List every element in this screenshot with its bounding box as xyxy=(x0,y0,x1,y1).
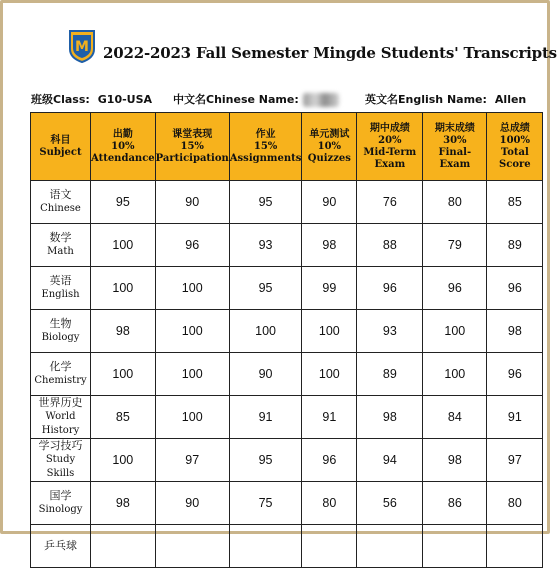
subject-cell xyxy=(31,482,91,525)
table-row xyxy=(31,181,543,224)
score-cell: 100 xyxy=(91,353,156,396)
subject-english: Biology xyxy=(41,332,80,343)
subject-chinese: 世界历史 xyxy=(38,396,83,409)
score-cell: 90 xyxy=(229,353,302,396)
school-logo xyxy=(67,29,97,63)
header-line: 30% xyxy=(443,134,467,146)
score-cell: 75 xyxy=(229,482,302,525)
score-cell: 99 xyxy=(302,267,357,310)
score-cell: 96 xyxy=(487,353,543,396)
subject-chinese: 数学 xyxy=(49,231,72,244)
score-cell: 90 xyxy=(302,181,357,224)
score-cell: 95 xyxy=(229,439,302,482)
chinese-name-redacted xyxy=(303,93,339,107)
score-cell: 80 xyxy=(487,482,543,525)
score-cell: 100 xyxy=(423,310,487,353)
table-row xyxy=(31,310,543,353)
score-cell: 95 xyxy=(91,181,156,224)
subject-cell xyxy=(31,353,91,396)
score-cell: 98 xyxy=(302,224,357,267)
header-line: 课堂表现 xyxy=(172,128,213,140)
score-cell: 98 xyxy=(423,439,487,482)
header-line: Score xyxy=(499,158,531,170)
table-row xyxy=(31,267,543,310)
score-cell: 96 xyxy=(155,224,229,267)
subject-chinese: 英语 xyxy=(49,274,72,287)
english-name-info xyxy=(365,91,526,107)
score-cell: 98 xyxy=(487,310,543,353)
score-cell xyxy=(229,525,302,568)
score-cell: 91 xyxy=(229,396,302,439)
class-info xyxy=(31,91,152,107)
english-name-value: Allen xyxy=(494,93,527,106)
score-cell: 100 xyxy=(155,267,229,310)
score-cell: 89 xyxy=(357,353,423,396)
score-cell: 86 xyxy=(423,482,487,525)
score-cell xyxy=(423,525,487,568)
subject-cell xyxy=(31,525,91,568)
subject-cell xyxy=(31,439,91,482)
header-line: 15% xyxy=(253,140,278,152)
score-cell: 98 xyxy=(91,482,156,525)
header-line: Assignments xyxy=(229,152,302,164)
table-row xyxy=(31,353,543,396)
score-cell: 89 xyxy=(487,224,543,267)
score-cell: 80 xyxy=(302,482,357,525)
subject-cell xyxy=(31,310,91,353)
score-cell: 90 xyxy=(155,181,229,224)
score-cell: 76 xyxy=(357,181,423,224)
subject-chinese: 乒乓球 xyxy=(44,539,77,552)
subject-chinese: 化学 xyxy=(49,360,72,373)
column-header-assignments xyxy=(229,113,302,181)
header-line: 出勤 xyxy=(112,128,133,140)
table-header-row xyxy=(31,113,543,181)
table-row xyxy=(31,482,543,525)
subject-cell xyxy=(31,396,91,439)
score-cell: 97 xyxy=(487,439,543,482)
subject-chinese: 国学 xyxy=(49,489,72,502)
score-cell: 100 xyxy=(155,310,229,353)
subject-cell xyxy=(31,224,91,267)
score-cell: 96 xyxy=(302,439,357,482)
chinese-name-label: 中文名Chinese Name: xyxy=(173,93,299,106)
score-cell: 100 xyxy=(155,353,229,396)
column-header-final xyxy=(423,113,487,181)
header-line: 20% xyxy=(378,134,402,146)
score-cell: 91 xyxy=(302,396,357,439)
subject-english: English xyxy=(41,289,80,300)
score-cell: 100 xyxy=(302,310,357,353)
score-cell: 97 xyxy=(155,439,229,482)
header-line: Mid-Term xyxy=(363,146,417,158)
score-cell: 93 xyxy=(357,310,423,353)
score-cell: 94 xyxy=(357,439,423,482)
score-cell: 100 xyxy=(423,353,487,396)
header-line: Participation xyxy=(155,152,229,164)
score-cell: 56 xyxy=(357,482,423,525)
header-line: 15% xyxy=(180,140,204,152)
svg-text:M: M xyxy=(75,39,89,55)
subject-cell xyxy=(31,181,91,224)
table-row xyxy=(31,224,543,267)
subject-chinese: 语文 xyxy=(49,188,72,201)
score-cell: 84 xyxy=(423,396,487,439)
column-header-subject xyxy=(31,113,91,181)
score-cell: 96 xyxy=(357,267,423,310)
score-cell: 80 xyxy=(423,181,487,224)
score-cell: 98 xyxy=(91,310,156,353)
chinese-name-info xyxy=(173,91,339,107)
header-line: Total xyxy=(500,146,529,158)
score-cell: 85 xyxy=(91,396,156,439)
header-line: 期中成绩 xyxy=(369,122,410,134)
subject-chinese: 学习技巧 xyxy=(38,439,83,452)
score-cell: 90 xyxy=(155,482,229,525)
header-line: 期末成绩 xyxy=(434,122,475,134)
score-cell: 88 xyxy=(357,224,423,267)
class-label: 班级Class: xyxy=(31,93,90,106)
transcript-table xyxy=(30,112,543,568)
english-name-label: 英文名English Name: xyxy=(365,93,487,106)
subject-english: Study Skills xyxy=(45,454,76,479)
score-cell: 100 xyxy=(91,439,156,482)
score-cell: 100 xyxy=(91,224,156,267)
header-line: 作业 xyxy=(255,128,276,140)
score-cell: 93 xyxy=(229,224,302,267)
column-header-participation xyxy=(155,113,229,181)
score-cell: 95 xyxy=(229,181,302,224)
score-cell: 100 xyxy=(155,396,229,439)
subject-english: World History xyxy=(41,411,80,436)
subject-english: Sinology xyxy=(38,504,83,515)
score-cell: 91 xyxy=(487,396,543,439)
subject-english: Math xyxy=(47,246,74,257)
header-line: 100% xyxy=(499,134,531,146)
score-cell xyxy=(91,525,156,568)
header-line: Subject xyxy=(39,146,82,158)
header-line: 10% xyxy=(111,140,135,152)
score-cell: 100 xyxy=(302,353,357,396)
score-cell xyxy=(487,525,543,568)
column-header-quizzes xyxy=(302,113,357,181)
score-cell: 85 xyxy=(487,181,543,224)
header-line: Exam xyxy=(374,158,406,170)
header-line: Attendance xyxy=(91,152,155,164)
subject-english: Chemistry xyxy=(34,375,87,386)
column-header-midterm xyxy=(357,113,423,181)
column-header-total xyxy=(487,113,543,181)
subject-cell xyxy=(31,267,91,310)
score-cell xyxy=(302,525,357,568)
table-row xyxy=(31,396,543,439)
score-cell: 79 xyxy=(423,224,487,267)
header-line: 单元测试 xyxy=(309,128,350,140)
score-cell: 100 xyxy=(91,267,156,310)
score-cell: 96 xyxy=(423,267,487,310)
header-line: 总成绩 xyxy=(499,122,530,134)
score-cell: 96 xyxy=(487,267,543,310)
score-cell xyxy=(357,525,423,568)
table-row xyxy=(31,525,543,568)
column-header-attendance xyxy=(91,113,156,181)
score-cell: 95 xyxy=(229,267,302,310)
header-line: 科目 xyxy=(50,134,71,146)
page-title: 2022-2023 Fall Semester Mingde Students' Transcripts xyxy=(103,44,557,62)
subject-english: Chinese xyxy=(40,203,81,214)
score-cell xyxy=(155,525,229,568)
subject-chinese: 生物 xyxy=(49,317,72,330)
header-line: 10% xyxy=(317,140,342,152)
score-cell: 100 xyxy=(229,310,302,353)
table-row xyxy=(31,439,543,482)
class-value: G10-USA xyxy=(97,93,153,106)
header-line: Quizzes xyxy=(307,152,351,164)
header-line: Final-Exam xyxy=(438,146,472,170)
score-cell: 98 xyxy=(357,396,423,439)
